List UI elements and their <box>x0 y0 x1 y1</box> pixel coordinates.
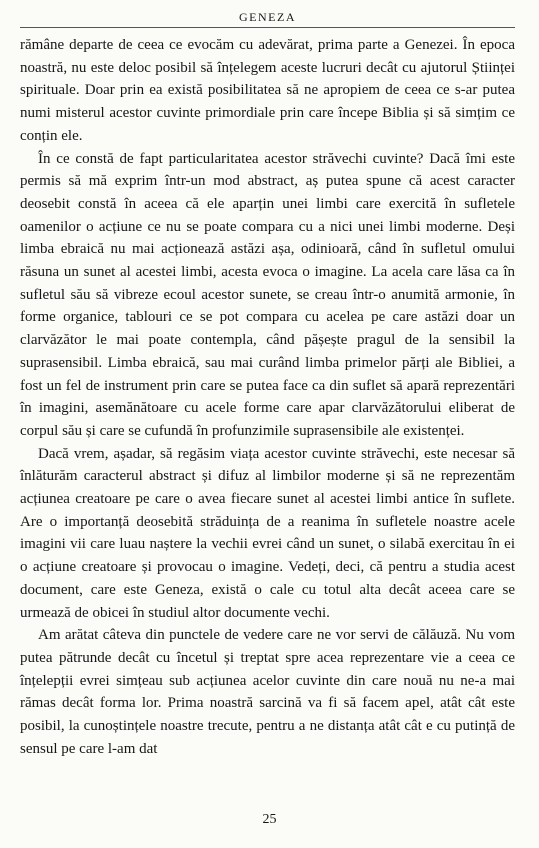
body-text <box>20 34 515 761</box>
paragraph: Dacă vrem, așadar, să regăsim viața acestor cuvinte străvechi, este necesar să înlăturăm caracterul abstract și difuz al limbilor moderne și să ne reprezentăm acțiunea creatoare pe care o avea fiecare sunet al acestei limbi antice în suflete. Are o importanță deosebită străduința de a reanima în sufletele noastre acele imagini vii care luau naștere la vechii evrei când un sunet, o silabă exercitau în ei o acțiune creatoare și provocau o imagine. Vedeți, deci, că pentru a studia acest document, care este Geneza, există o cale cu totul alta decât aceea care se urmează de obicei în studiul altor documente vechi. <box>20 445 515 621</box>
paragraph: Am arătat câteva din punctele de vedere care ne vor servi de călăuză. Nu vom putea pătrunde decât cu încetul și treptat spre acea reprezentare vie a ceea ce înțelepții evrei simțeau sub acțiunea acelor cuvinte din care nouă nu ne-a mai rămas decât forma lor. Prima noastră sarcină va fi să facem apel, atât cât este posibil, la cunoștințele noastre trecute, pentru a ne distanța atât cât e cu putință de sensul pe care l-am dat <box>20 627 515 757</box>
running-header: GENEZA <box>20 10 515 28</box>
paragraph-continuation: rămâne departe de ceea ce evocăm cu adevărat, prima parte a Genezei. În epoca noastră, nu este deloc posibil să înțelegem aceste lucruri decât cu ajutorul Științei spirituale. Doar prin ea există posibilitatea să ne apropiem de ceea ce s-ar putea numi misterul acestor cuvinte primordiale prin care începe Biblia și să simțim ce conțin ele. <box>20 37 515 144</box>
page-number: 25 <box>262 812 277 827</box>
paragraph: În ce constă de fapt particularitatea acestor străvechi cuvinte? Dacă îmi este permis să mă exprim într-un mod abstract, aș putea spune că acest caracter deosebit constă în aceea că ele aparțin unei limbi care exercită în sufletele oamenilor o acțiune ce nu se poate compara cu a nici unei limbi moderne. Deși limba ebraică nu mai acționează astăzi așa, odinioară, când în sufletul omului răsuna un sunet al acestei limbi, acesta evoca o imagine. La acela care lăsa ca în sufletul său să vibreze ecoul acestor sunete, se creau într-o anumită armonie, în forme organice, tablouri ce se pot compara cu acelea pe care astăzi doar un clarvăzător le mai poate contempla, când pășește pragul de la sensibil la suprasensibil. Limba ebraică, sau mai curând limba primelor părți ale Bibliei, a fost un fel de instrument prin care se putea face ca din suflet să apară reprezentări în imagini, asemănătoare cu acele forme care apar clarvăzătorului eliberat de corpul său și care se cufundă în profunzimile suprasensibile ale existenței. <box>20 150 515 439</box>
